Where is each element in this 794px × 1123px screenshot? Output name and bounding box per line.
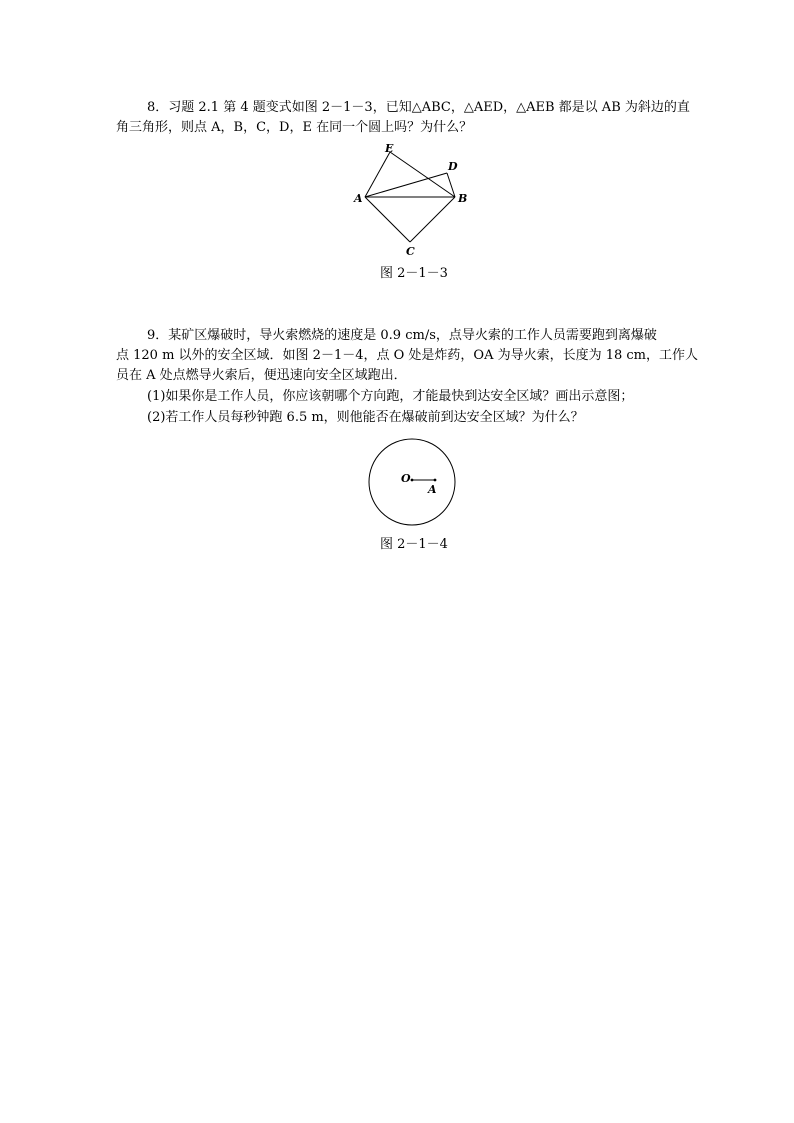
problem8-line2: 角三角形，则点 A，B，C，D，E 在同一个圆上吗？为什么？: [116, 120, 473, 135]
problem9-subquestion-2: (2)若工作人员每秒钟跑 6.5 m，则他能否在爆破前到达安全区域？为什么？: [147, 410, 584, 425]
segment-EB: [390, 152, 455, 197]
figure-2-1-4: [362, 432, 462, 532]
segment-AD: [365, 173, 447, 197]
point-O: [411, 479, 414, 482]
point-label-O: O: [401, 472, 411, 485]
problem9-line2: 点 120 m 以外的安全区域．如图 2－1－4，点 O 处是炸药，OA 为导火索，长度为 18 cm，工作人: [116, 348, 698, 363]
segment-CB: [410, 197, 455, 242]
point-label-D: D: [448, 160, 458, 173]
point-label-E: E: [385, 142, 394, 155]
point-label-A: A: [354, 192, 363, 205]
problem9-subquestion-1: (1)如果你是工作人员，你应该朝哪个方向跑，才能最快到达安全区域？画出示意图；: [147, 389, 634, 404]
problem8-line1: 8．习题 2.1 第 4 题变式如图 2－1－3，已知△ABC，△AED，△AEB 都是以 AB 为斜边的直: [147, 100, 690, 115]
segment-DB: [447, 173, 455, 197]
point-A: [434, 479, 437, 482]
figure-2-1-3-caption: 图 2－1－3: [380, 266, 448, 281]
point-label-C: C: [406, 245, 415, 258]
segment-AC: [365, 197, 410, 242]
problem9-line1: 9．某矿区爆破时，导火索燃烧的速度是 0.9 cm/s，点导火索的工作人员需要跑到离爆破: [147, 328, 657, 343]
safety-circle: [369, 439, 455, 525]
figure-2-1-3: [350, 140, 490, 260]
problem9-line3: 员在 A 处点燃导火索后，便迅速向安全区域跑出．: [116, 368, 407, 383]
point-label-A: A: [428, 483, 437, 496]
segment-AE: [365, 152, 390, 197]
figure-2-1-4-caption: 图 2－1－4: [380, 537, 448, 552]
point-label-B: B: [458, 192, 468, 205]
